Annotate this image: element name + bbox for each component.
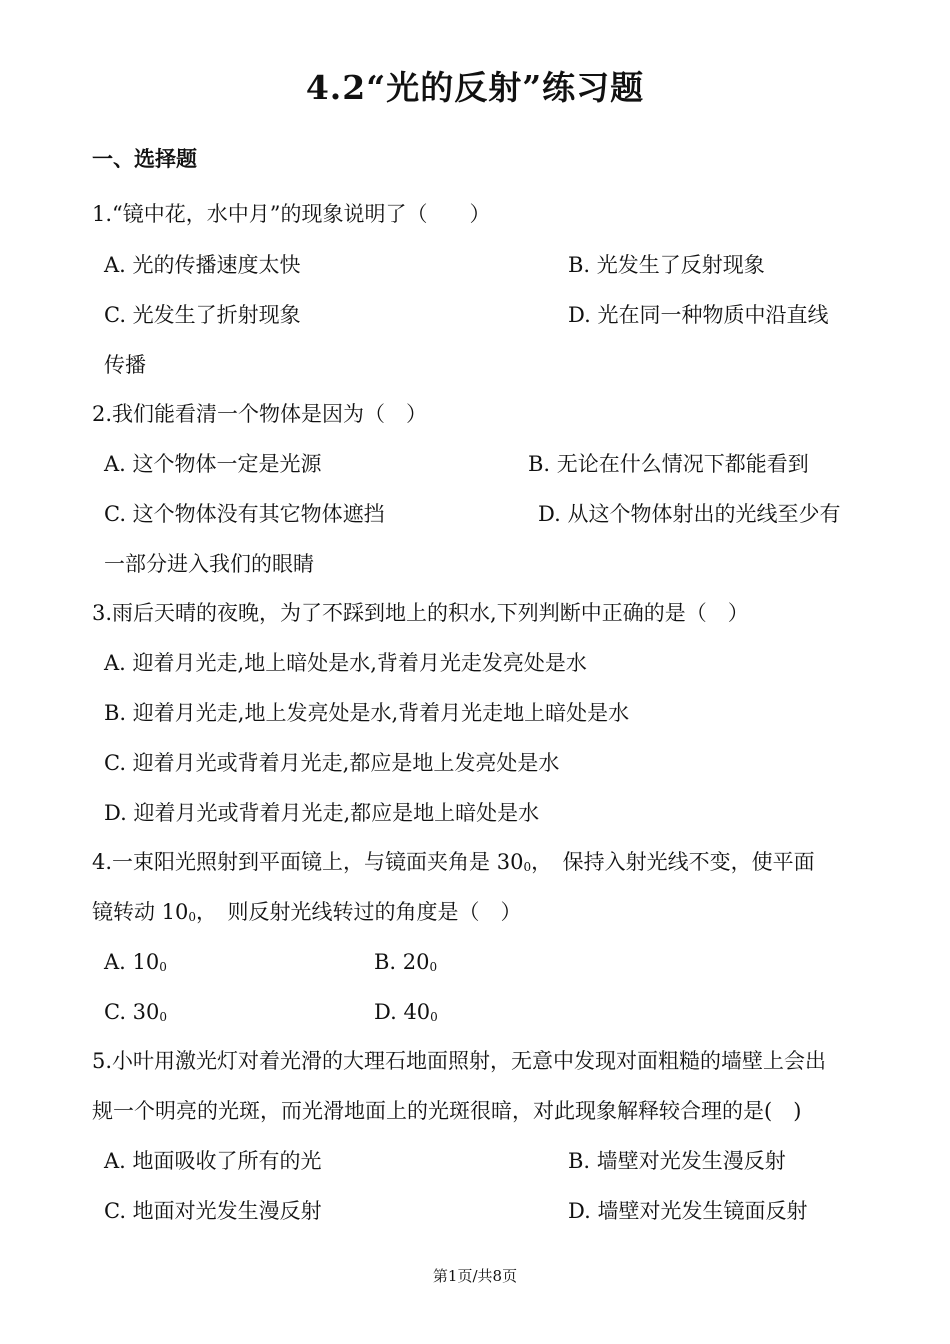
question-3-stem: 3.雨后天晴的夜晚，为了不踩到地上的积水,下列判断中正确的是（ ）: [92, 601, 749, 625]
question-4-option-a: [104, 947, 167, 982]
question-2-stem: 2.我们能看清一个物体是因为（ ）: [92, 402, 428, 426]
question-4-stem-line-2-rest: ， 则反射光线转过的角度是（ ）: [196, 900, 522, 924]
question-3-option-c: C. 迎着月光或背着月光走,都应是地上发亮处是水: [104, 751, 560, 775]
question-4-option-d: [374, 997, 438, 1032]
question-5-option-a: A. 地面吸收了所有的光: [104, 1149, 322, 1173]
question-3-option-d: D. 迎着月光或背着月光走,都应是地上暗处是水: [104, 801, 540, 825]
question-2-option-a: A. 这个物体一定是光源: [104, 452, 322, 476]
question-2-option-d: D. 从这个物体射出的光线至少有: [538, 502, 841, 526]
question-4-degree-mark: 0: [523, 860, 532, 874]
question-5-option-d: D. 墙壁对光发生镜面反射: [568, 1199, 808, 1223]
question-3-option-b: B. 迎着月光走,地上发亮处是水,背着月光走地上暗处是水: [104, 701, 630, 725]
question-1-option-a: A. 光的传播速度太快: [104, 253, 301, 277]
question-1-option-d: D. 光在同一种物质中沿直线: [568, 303, 829, 327]
question-4-option-b-text: B. 20: [374, 950, 430, 974]
question-4-stem-line-1: [92, 847, 815, 882]
question-4-degree-mark: 0: [430, 1010, 438, 1024]
section-heading: 一、选择题: [92, 146, 197, 171]
question-5-option-b: B. 墙壁对光发生漫反射: [568, 1149, 786, 1173]
question-1-stem: 1.“镜中花，水中月”的现象说明了（ ）: [92, 202, 491, 226]
question-4-degree-mark: 0: [159, 960, 167, 974]
question-2-option-b: B. 无论在什么情况下都能看到: [528, 452, 809, 476]
page-number: 第1页/共8页: [432, 1267, 518, 1285]
question-2-option-d-continued: 一部分进入我们的眼睛: [104, 552, 314, 576]
question-1-option-d-continued: 传播: [104, 353, 146, 377]
question-4-degree-mark: 0: [188, 910, 197, 924]
question-5-option-c: C. 地面对光发生漫反射: [104, 1199, 322, 1223]
question-1-option-b: B. 光发生了反射现象: [568, 253, 765, 277]
question-4-option-c-text: C. 30: [104, 1000, 160, 1024]
question-3-option-a: A. 迎着月光走,地上暗处是水,背着月光走发亮处是水: [104, 651, 587, 675]
question-1-option-c: C. 光发生了折射现象: [104, 303, 301, 327]
question-4-option-d-text: D. 40: [374, 1000, 431, 1024]
question-5-stem-line-2: 规一个明亮的光斑，而光滑地面上的光斑很暗，对此现象解释较合理的是( ): [92, 1099, 802, 1123]
question-4-option-a-text: A. 10: [104, 950, 160, 974]
question-4-stem-line-2-text: 镜转动 10: [92, 900, 189, 924]
question-4-stem-line-1-rest: ， 保持入射光线不变，使平面: [531, 850, 815, 874]
question-4-option-c: [104, 997, 167, 1032]
question-5-stem-line-1: 5.小叶用激光灯对着光滑的大理石地面照射，无意中发现对面粗糙的墙壁上会出: [92, 1049, 827, 1073]
question-2-option-c: C. 这个物体没有其它物体遮挡: [104, 502, 385, 526]
question-4-stem-line-1-text: 4.一束阳光照射到平面镜上，与镜面夹角是 30: [92, 850, 524, 874]
question-4-option-b: [374, 947, 437, 982]
question-4-degree-mark: 0: [429, 960, 438, 974]
question-4-stem-line-2: [92, 897, 522, 932]
page-title: 4.2“光的反射”练习题: [305, 68, 645, 107]
question-4-degree-mark: 0: [159, 1010, 168, 1024]
